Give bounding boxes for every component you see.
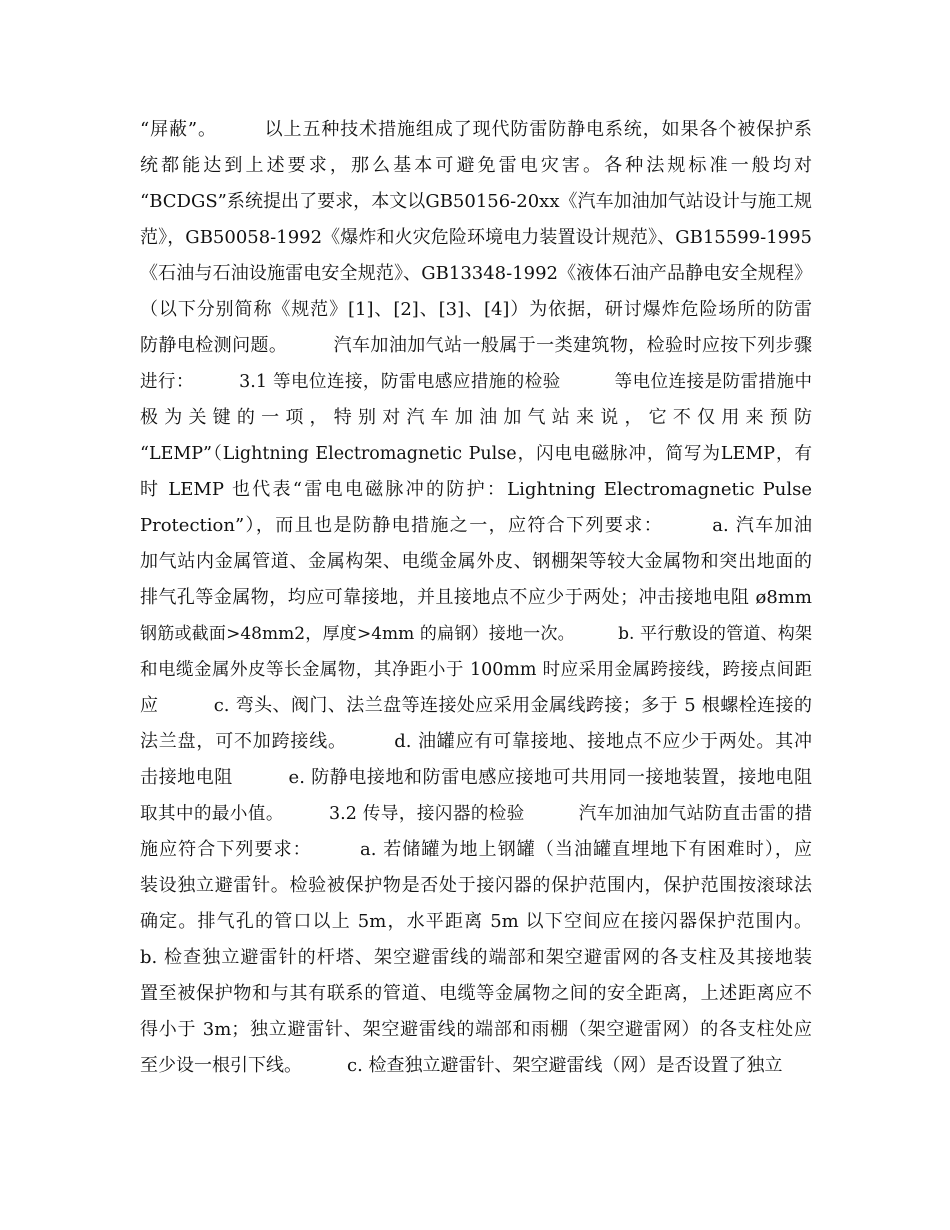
text-line: 统都能达到上述要求，那么基本可避免雷电灾害。各种法规标准一般均对 [140,155,812,176]
text-line: 装设独立避雷针。检验被保护物是否处于接闪器的保护范围内，保护范围按滚球法 [140,875,812,896]
text-line: “屏蔽”。 以上五种技术措施组成了现代防雷防静电系统，如果各个被保护系 [140,119,812,140]
text-line: 置至被保护物和与其有联系的管道、电缆等金属物之间的安全距离，上述距离应不 [140,983,812,1004]
text-line: b. 检查独立避雷针的杆塔、架空避雷线的端部和架空避雷网的各支柱及其接地装 [140,947,812,968]
text-line: 法兰盘，可不加跨接线。 d. 油罐应有可靠接地、接地点不应少于两处。其冲 [140,731,812,752]
text-line: 和电缆金属外皮等长金属物，其净距小于 100mm 时应采用金属跨接线，跨接点间距 [140,660,812,680]
text-line: 击接地电阻 e. 防静电接地和防雷电感应接地可共用同一接地装置，接地电阻 [140,767,812,788]
text-line: 取其中的最小值。 3.2 传导，接闪器的检验 汽车加油加气站防直击雷的措 [140,804,812,824]
text-line: Protection”），而且也是防静电措施之一，应符合下列要求： a. 汽车加油 [140,515,812,536]
text-line: 范》，GB50058-1992《爆炸和火灾危险环境电力装置设计规范》、GB15599-1995 [140,227,812,248]
text-line: 钢筋或截面>48mm2，厚度>4mm 的扁钢）接地一次。 b. 平行敷设的管道、构架 [140,624,812,644]
text-line: “LEMP”（Lightning Electromagnetic Pulse，闪电电磁脉冲，简写为LEMP，有 [140,444,812,464]
text-line: 《石油与石油设施雷电安全规范》、GB13348-1992《液体石油产品静电安全规程》 [140,263,812,284]
text-line: 极为关键的一项，特别对汽车加油加气站来说，它不仅用来预防 [140,407,812,428]
text-line: 确定。排气孔的管口以上 5m，水平距离 5m 以下空间应在接闪器保护范围内。 [140,911,812,932]
text-line: 排气孔等金属物，均应可靠接地，并且接地点不应少于两处；冲击接地电阻 ø8mm [140,587,812,608]
text-line: 应 c. 弯头、阀门、法兰盘等连接处应采用金属线跨接；多于 5 根螺栓连接的 [140,695,812,716]
text-line: 至少设一根引下线。 c. 检查独立避雷针、架空避雷线（网）是否设置了独立 [140,1055,783,1076]
body-text [140,112,812,1084]
text-line: 施应符合下列要求： a. 若储罐为地上钢罐（当油罐直埋地下有困难时），应 [140,839,812,860]
text-line: （以下分别简称《规范》[1]、[2]、[3]、[4]）为依据，研讨爆炸危险场所的防雷 [140,299,812,320]
text-line: 时 LEMP 也代表“雷电电磁脉冲的防护：Lightning Electromagnetic Pulse [140,479,812,500]
text-line: 防静电检测问题。 汽车加油加气站一般属于一类建筑物，检验时应按下列步骤 [140,335,812,356]
text-line: 加气站内金属管道、金属构架、电缆金属外皮、钢棚架等较大金属物和突出地面的 [140,551,812,572]
text-line: 得小于 3m；独立避雷针、架空避雷线的端部和雨棚（架空避雷网）的各支柱处应 [140,1019,812,1040]
text-line: 进行： 3.1 等电位连接，防雷电感应措施的检验 等电位连接是防雷措施中 [140,372,812,392]
text-line: “BCDGS”系统提出了要求，本文以GB50156-20xx《汽车加油加气站设计与施工规 [140,191,812,212]
